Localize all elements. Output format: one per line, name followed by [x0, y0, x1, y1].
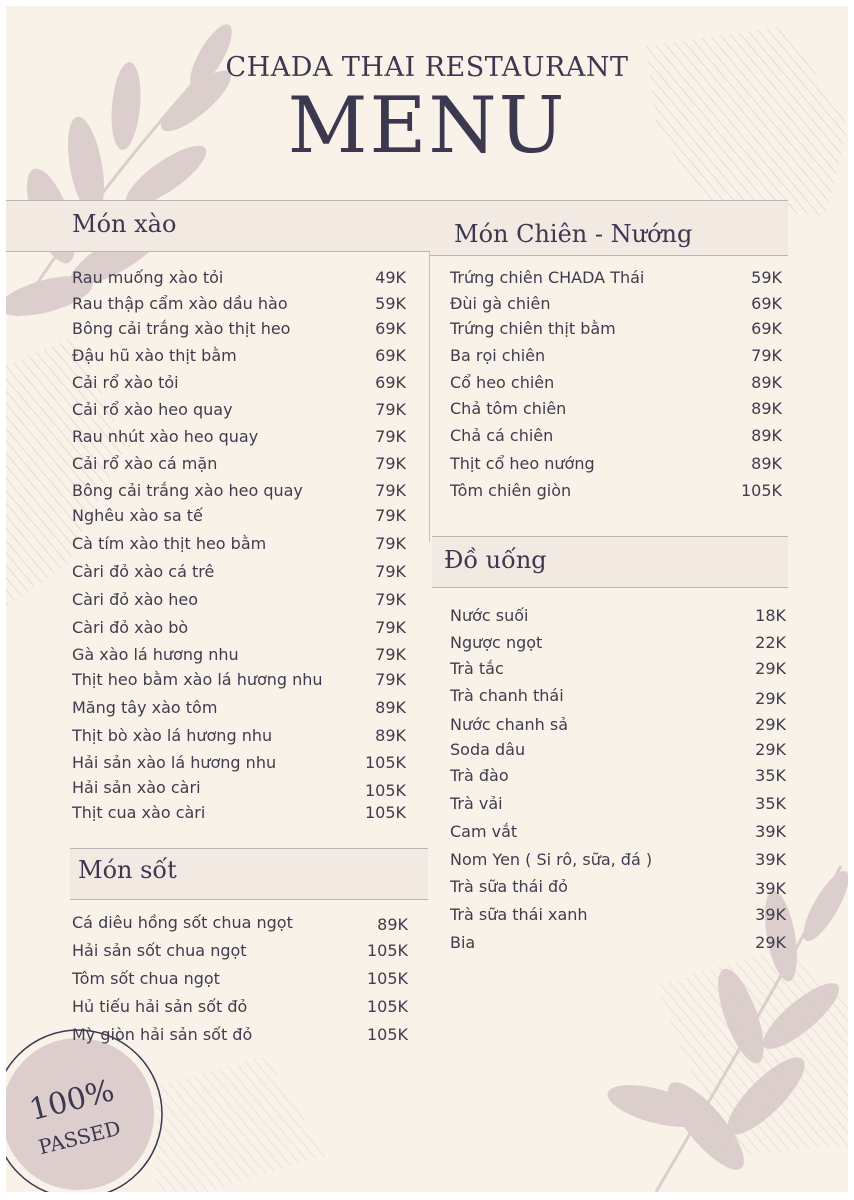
menu-item-name: Thịt cổ heo nướng	[450, 454, 595, 473]
menu-item-name: Cổ heo chiên	[450, 373, 555, 392]
menu-item-name: Đùi gà chiên	[450, 294, 551, 313]
section-title-sot: Món sốt	[78, 856, 177, 884]
stamp-percent: 100%	[26, 1073, 118, 1128]
menu-item-price: 89K	[751, 373, 782, 392]
menu-item-price: 29K	[755, 689, 786, 708]
menu-item-price: 49K	[375, 268, 406, 287]
menu-item-name: Cá diêu hồng sốt chua ngọt	[72, 913, 293, 932]
menu-item-price: 39K	[755, 905, 786, 924]
menu-item-price: 29K	[755, 659, 786, 678]
menu-item-name: Cà tím xào thịt heo bằm	[72, 534, 267, 553]
menu-item-name: Mỳ giòn hải sản sốt đỏ	[72, 1025, 253, 1044]
menu-item-name: Hải sản xào càri	[72, 778, 201, 797]
menu-item-name: Bông cải trắng xào heo quay	[72, 481, 303, 500]
menu-item-name: Chả cá chiên	[450, 426, 554, 445]
menu-item-price: 69K	[375, 373, 406, 392]
menu-item-name: Soda dâu	[450, 740, 526, 759]
section-title-chien: Món Chiên - Nướng	[454, 220, 693, 248]
menu-item-price: 79K	[375, 481, 406, 500]
menu-item-price: 105K	[366, 997, 408, 1016]
menu-item-price: 79K	[375, 645, 406, 664]
page-title: MENU	[287, 81, 567, 171]
menu-item-name: Càri đỏ xào bò	[72, 618, 189, 637]
menu-item-name: Càri đỏ xào heo	[72, 590, 199, 609]
menu-item-name: Rau muống xào tỏi	[72, 268, 224, 287]
menu-item-price: 105K	[366, 969, 408, 988]
menu-item-name: Nghêu xào sa tế	[72, 506, 203, 525]
menu-item-name: Bia	[450, 933, 476, 952]
menu-item-name: Rau thập cẩm xào dầu hào	[72, 294, 288, 313]
menu-item-price: 105K	[364, 803, 406, 822]
menu-item-name: Hải sản sốt chua ngọt	[72, 941, 247, 960]
menu-item-price: 105K	[740, 481, 782, 500]
menu-item-name: Trà đào	[450, 766, 509, 785]
menu-item-price: 69K	[375, 346, 406, 365]
menu-item-name: Cải rổ xào cá mặn	[72, 454, 218, 473]
menu-item-name: Nước suối	[450, 606, 529, 625]
menu-item-name: Măng tây xào tôm	[72, 698, 218, 717]
menu-item-price: 35K	[755, 766, 786, 785]
restaurant-name: CHADA THAI RESTAURANT	[225, 52, 629, 83]
menu-item-price: 105K	[364, 753, 406, 772]
menu-item-name: Thịt heo bằm xào lá hương nhu	[72, 670, 323, 689]
menu-item-price: 79K	[375, 670, 406, 689]
menu-item-price: 39K	[755, 879, 786, 898]
menu-item-price: 89K	[375, 726, 406, 745]
menu-item-name: Trứng chiên thịt bằm	[450, 319, 616, 338]
menu-item-price: 105K	[364, 781, 406, 800]
menu-item-name: Nom Yen ( Si rô, sữa, đá )	[450, 850, 653, 869]
menu-item-name: Nước chanh sả	[450, 715, 569, 734]
menu-item-price: 22K	[755, 633, 786, 652]
menu-item-name: Cải rổ xào heo quay	[72, 400, 233, 419]
menu-item-price: 105K	[366, 941, 408, 960]
menu-item-price: 39K	[755, 850, 786, 869]
menu-item-price: 69K	[751, 294, 782, 313]
menu-item-price: 89K	[751, 399, 782, 418]
menu-item-price: 29K	[755, 740, 786, 759]
menu-item-name: Đậu hũ xào thịt bằm	[72, 346, 237, 365]
menu-item-price: 79K	[375, 506, 406, 525]
menu-item-name: Trà vải	[450, 794, 503, 813]
menu-item-name: Gà xào lá hương nhu	[72, 645, 239, 664]
menu-item-price: 29K	[755, 715, 786, 734]
menu-item-price: 79K	[375, 618, 406, 637]
menu-item-price: 79K	[375, 590, 406, 609]
menu-item-name: Tôm sốt chua ngọt	[72, 969, 220, 988]
menu-item-name: Hải sản xào lá hương nhu	[72, 753, 277, 772]
menu-item-price: 79K	[375, 562, 406, 581]
menu-item-price: 59K	[375, 294, 406, 313]
menu-item-name: Trứng chiên CHADA Thái	[450, 268, 645, 287]
menu-item-name: Cam vắt	[450, 822, 518, 841]
section-band-xao	[6, 200, 430, 252]
menu-item-name: Thịt cua xào càri	[72, 803, 206, 822]
menu-item-price: 79K	[375, 534, 406, 553]
menu-item-name: Trà sữa thái đỏ	[450, 877, 568, 896]
stamp-passed: PASSED	[36, 1115, 124, 1160]
menu-item-name: Thịt bò xào lá hương nhu	[72, 726, 273, 745]
menu-item-price: 29K	[755, 933, 786, 952]
menu-item-price: 89K	[377, 915, 408, 934]
section-title-xao: Món xào	[72, 210, 177, 238]
menu-item-name: Chả tôm chiên	[450, 399, 567, 418]
menu-item-price: 79K	[375, 400, 406, 419]
section-title-douong: Đồ uống	[444, 546, 547, 574]
menu-item-price: 69K	[751, 319, 782, 338]
menu-item-price: 35K	[755, 794, 786, 813]
menu-item-name: Ba rọi chiên	[450, 346, 546, 365]
menu-item-price: 39K	[755, 822, 786, 841]
menu-item-price: 89K	[375, 698, 406, 717]
menu-item-name: Bông cải trắng xào thịt heo	[72, 319, 291, 338]
menu-item-price: 89K	[751, 426, 782, 445]
menu-item-name: Hủ tiếu hải sản sốt đỏ	[72, 997, 248, 1016]
menu-item-price: 105K	[366, 1025, 408, 1044]
menu-item-name: Trà sữa thái xanh	[450, 905, 588, 924]
menu-item-name: Rau nhút xào heo quay	[72, 427, 259, 446]
menu-item-name: Cải rổ xào tỏi	[72, 373, 179, 392]
menu-item-name: Trà tắc	[450, 659, 504, 678]
menu-item-name: Càri đỏ xào cá trê	[72, 562, 215, 581]
menu-page	[6, 6, 848, 1192]
menu-item-price: 79K	[375, 427, 406, 446]
menu-item-name: Trà chanh thái	[450, 686, 564, 705]
menu-item-price: 79K	[375, 454, 406, 473]
menu-item-price: 69K	[375, 319, 406, 338]
menu-item-price: 59K	[751, 268, 782, 287]
menu-item-price: 89K	[751, 454, 782, 473]
menu-item-price: 18K	[755, 606, 786, 625]
menu-item-name: Ngược ngọt	[450, 633, 543, 652]
menu-item-name: Tôm chiên giòn	[450, 481, 572, 500]
menu-item-price: 79K	[751, 346, 782, 365]
